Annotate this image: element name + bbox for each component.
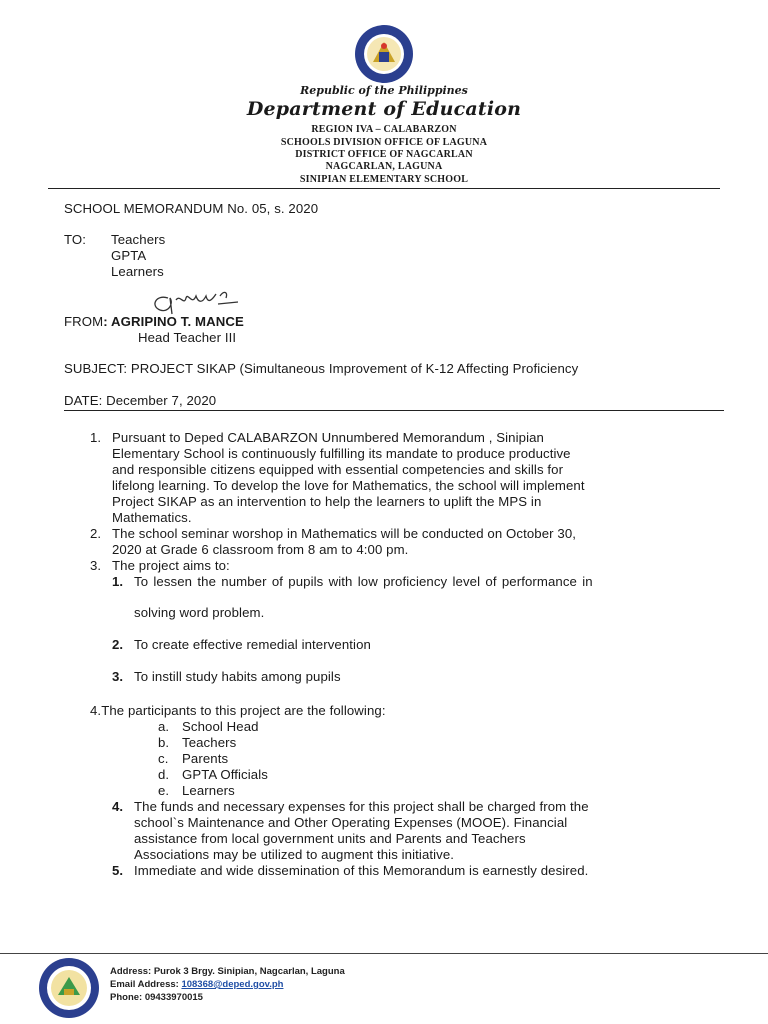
to-recipient: GPTA (111, 248, 147, 263)
aim-3-text: To instill study habits among pupils (134, 669, 341, 684)
text-line: school`s Maintenance and Other Operating Expenses (MOOE). Financial (134, 815, 568, 830)
item-2-paragraph (112, 526, 576, 558)
header-divider (48, 188, 720, 189)
from-line (64, 314, 244, 330)
to-recipient: Learners (111, 264, 164, 279)
item-number: 1. (90, 430, 102, 445)
aim-number: 3. (112, 669, 124, 684)
list-item (158, 783, 268, 799)
header-school: SINIPIAN ELEMENTARY SCHOOL (299, 174, 469, 185)
memo-number: SCHOOL MEMORANDUM No. 05, s. 2020 (64, 201, 319, 216)
list-letter: e. (158, 783, 170, 798)
footer-divider (0, 953, 768, 954)
item-funds-paragraph (134, 799, 589, 863)
item-number: 3. (90, 558, 102, 573)
republic-heading: Republic of the Philippines (300, 84, 468, 97)
aim-number: 2. (112, 637, 124, 652)
text-line: The funds and necessary expenses for this project shall be charged from the (134, 799, 589, 814)
list-letter: d. (158, 767, 170, 782)
text-line: lifelong learning. To develop the love for Mathematics, the school will implement (112, 478, 585, 493)
to-recipient: Teachers (111, 232, 166, 247)
text-line: Project SIKAP as an intervention to help the learners to uplift the MPS in (112, 494, 542, 509)
memo-subject: SUBJECT: PROJECT SIKAP (Simultaneous Improvement of K-12 Affecting Proficiency (64, 361, 579, 376)
list-text: GPTA Officials (182, 767, 268, 782)
list-text: Teachers (182, 735, 237, 750)
aim-number: 1. (112, 574, 124, 589)
text-line: Pursuant to Deped CALABARZON Unnumbered Memorandum , Sinipian (112, 430, 544, 445)
from-title: Head Teacher III (138, 330, 237, 345)
aim-2-text: To create effective remedial intervention (134, 637, 371, 652)
deped-seal (348, 24, 420, 84)
header-division: SCHOOLS DIVISION OFFICE OF LAGUNA (280, 137, 488, 148)
date-divider (64, 410, 724, 411)
school-logo (38, 957, 100, 1019)
to-label: TO: (64, 232, 87, 247)
text-line: and responsible citizens equipped with essential competencies and skills for (112, 462, 564, 477)
header-district: DISTRICT OFFICE OF NAGCARLAN (295, 149, 473, 160)
footer-address: Address: Purok 3 Brgy. Sinipian, Nagcarlan, Laguna (110, 966, 345, 977)
list-letter: a. (158, 719, 170, 734)
text-line: Associations may be utilized to augment this initiative. (134, 847, 455, 862)
list-text: School Head (182, 719, 259, 734)
footer-email-line (110, 978, 283, 991)
list-text: Learners (182, 783, 235, 798)
item-1-paragraph (112, 430, 585, 526)
participants-list (158, 719, 268, 799)
from-name: : AGRIPINO T. MANCE (103, 314, 244, 329)
from-label: FROM (64, 314, 104, 329)
aim-1-text-cont: solving word problem. (134, 605, 265, 620)
deped-seal-icon (348, 24, 420, 84)
list-item (158, 767, 268, 783)
text-line: The school seminar worshop in Mathematics will be conducted on October 30, (112, 526, 577, 541)
aim-1-text: To lessen the number of pupils with low proficiency level of performance in (134, 574, 593, 589)
item-dissemination-text: Immediate and wide dissemination of this Memorandum is earnestly desired. (134, 863, 589, 878)
list-item (158, 735, 268, 751)
footer-email-link[interactable]: 108368@deped.gov.ph (181, 979, 284, 990)
list-text: Parents (182, 751, 229, 766)
header-region: REGION IVA – CALABARZON (311, 124, 457, 135)
header-municipality: NAGCARLAN, LAGUNA (325, 161, 443, 172)
item-4-text: 4.The participants to this project are the following: (90, 703, 386, 718)
text-line: assistance from local government units and Parents and Teachers (134, 831, 526, 846)
list-letter: c. (158, 751, 169, 766)
text-line: 2020 at Grade 6 classroom from 8 am to 4:00 pm. (112, 542, 409, 557)
item-3-text: The project aims to: (112, 558, 230, 573)
text-line: Mathematics. (112, 510, 192, 525)
item-number: 5. (112, 863, 124, 878)
item-number: 2. (90, 526, 102, 541)
list-letter: b. (158, 735, 170, 750)
school-logo-icon (38, 957, 100, 1019)
memo-date: DATE: December 7, 2020 (64, 393, 217, 408)
list-item (158, 719, 268, 735)
footer-email-label: Email Address: (110, 979, 182, 990)
department-heading: Department of Education (246, 98, 522, 120)
item-number: 4. (112, 799, 124, 814)
text-line: Elementary School is continuously fulfilling its mandate to produce productive (112, 446, 571, 461)
footer-phone: Phone: 09433970015 (110, 992, 203, 1003)
list-item (158, 751, 268, 767)
